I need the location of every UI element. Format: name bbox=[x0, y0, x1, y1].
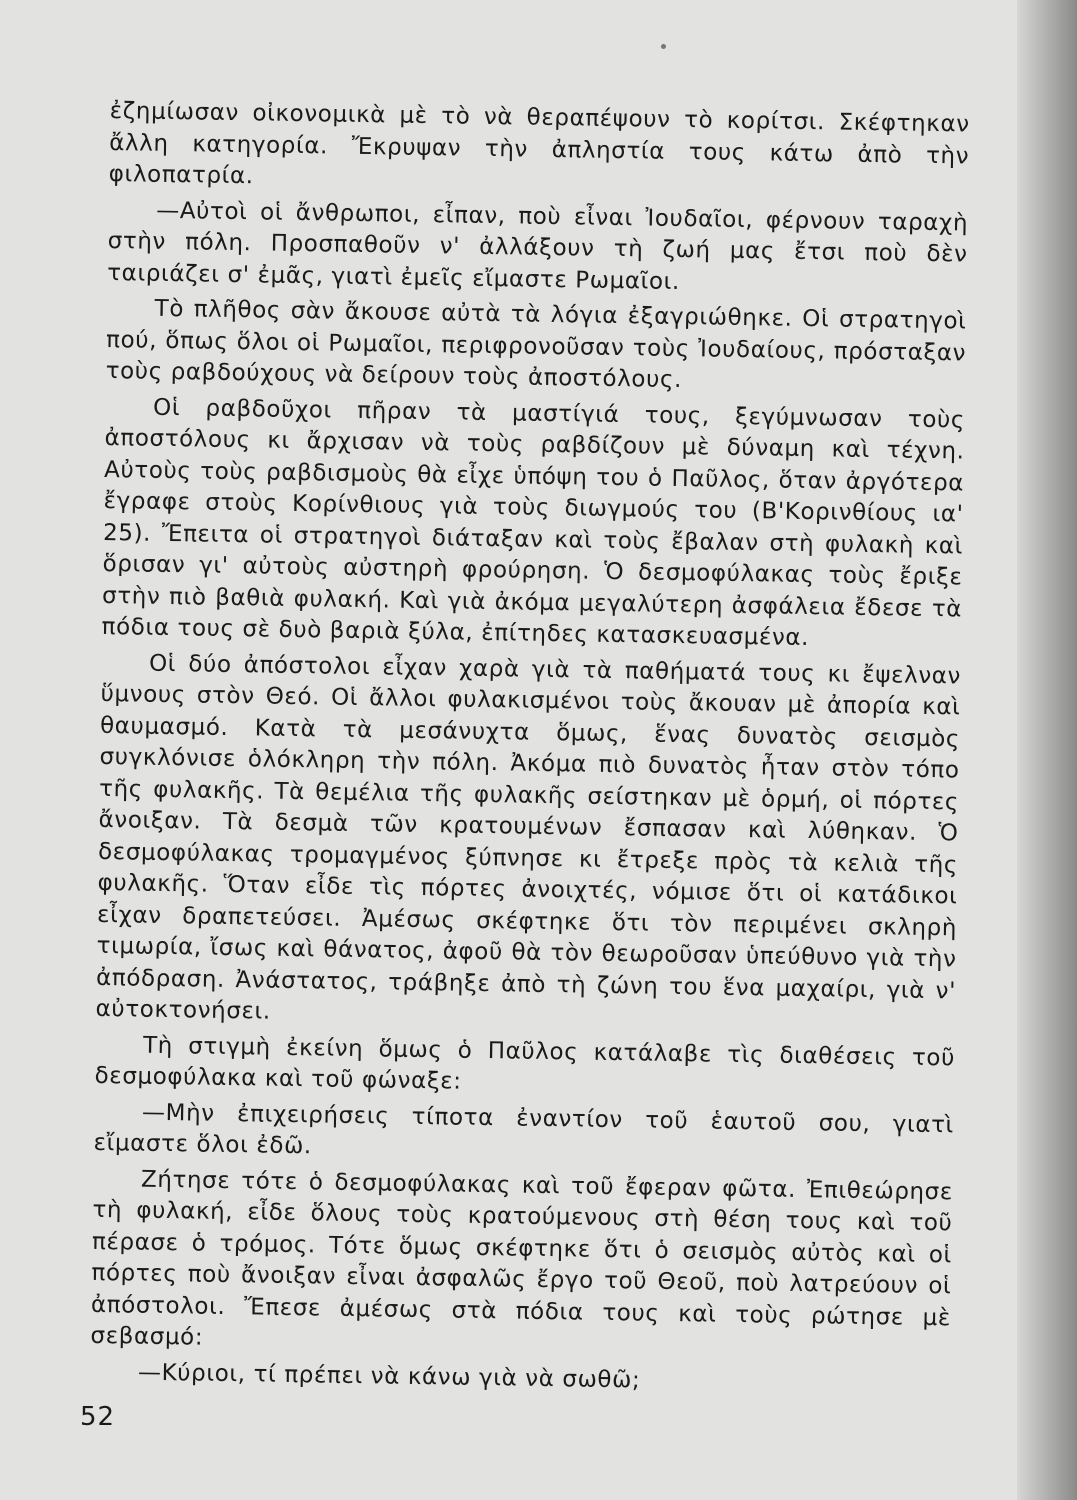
paragraph: —Αὐτοὶ οἱ ἄνθρωποι, εἶπαν, ποὺ εἶναι Ἰουδαῖοι, φέρνουν ταραχὴ στὴν πόλη. Προσπαθοῦν ν' ἀλλάξουν τὴ ζωή μας ἔτσι ποὺ δὲν ταιριάζει σ' ἐμᾶς, γιατὶ ἐμεῖς εἴμαστε Ρωμαῖοι. bbox=[107, 197, 969, 295]
paragraph: Οἱ ραβδοῦχοι πῆραν τὰ μαστίγιά τους, ξεγύμνωσαν τοὺς ἀποστόλους κι ἄρχισαν νὰ τοὺς ραβδίζουν μὲ δύναμη καὶ τέχνη. Αὐτοὺς τοὺς ραβδισμοὺς θὰ εἶχε ὑπόψη του ὁ Παῦλος, ὅταν ἀργότερα ἔγραφε στοὺς Κορίνθιους γιὰ τοὺς διωγμούς του (Β'Κορινθίους ια' 25). Ἔπειτα οἱ στρατηγοὶ διάταξαν καὶ τοὺς ἔβαλαν στὴ φυλακὴ καὶ ὅρισαν γι' αὐτοὺς αὐστηρὴ φρούρηση. Ὁ δεσμοφύλακας τοὺς ἔριξε στὴν πιὸ βαθιὰ φυλακή. Καὶ γιὰ ἀκόμα μεγαλύτερη ἀσφάλεια ἔδεσε τὰ πόδια τους σὲ δυὸ βαριὰ ξύλα, ἐπίτηδες κατασκευασμένα. bbox=[101, 394, 966, 652]
paragraph: ἐζημίωσαν οἰκονομικὰ μὲ τὸ νὰ θεραπέψουν τὸ κορίτσι. Σκέφτηκαν ἄλλη κατηγορία. Ἔκρυψαν τὴν ἀπληστία τους κάτω ἀπὸ τὴν φιλοπατρία. bbox=[108, 97, 970, 190]
scan-edge-shadow bbox=[1017, 0, 1077, 1500]
paragraph: Τὴ στιγμὴ ἐκείνη ὅμως ὁ Παῦλος κατάλαβε τὶς διαθέσεις τοῦ δεσμοφύλακα καὶ τοῦ φώναξε: bbox=[94, 1032, 956, 1095]
page-number: 52 bbox=[80, 1402, 116, 1432]
paragraph: —Μὴν ἐπιχειρήσεις τίποτα ἐναντίον τοῦ ἑαυτοῦ σου, γιατὶ εἴμαστε ὅλοι ἐδῶ. bbox=[93, 1099, 955, 1160]
paragraph: Τὸ πλῆθος σὰν ἄκουσε αὐτὰ τὰ λόγια ἐξαγριώθηκε. Οἱ στρατηγοὶ πού, ὅπως ὅλοι οἱ Ρωμαῖοι, περιφρονοῦσαν τοὺς Ἰουδαίους, πρόσταξαν τοὺς ραβδούχους νὰ δείρουν τοὺς ἀποστόλους. bbox=[105, 295, 967, 394]
paragraph: Ζήτησε τότε ὁ δεσμοφύλακας καὶ τοῦ ἔφεραν φῶτα. Ἐπιθεώρησε τὴ φυλακή, εἶδε ὅλους τοὺς κρατούμενους στὴ θέση τους καὶ τοῦ πέρασε ὁ τρόμος. Τότε ὅμως σκέφτηκε ὅτι ὁ σεισμὸς αὐτὸς καὶ οἱ πόρτες ποὺ ἄνοιξαν εἶναι ἀσφαλῶς ἔργο τοῦ Θεοῦ, ποὺ λατρεύουν οἱ ἀπόστολοι. Ἔπεσε ἀμέσως στὰ πόδια τους καὶ τοὺς ρώτησε μὲ σεβασμό: bbox=[90, 1166, 954, 1351]
paragraph: Οἱ δύο ἀπόστολοι εἶχαν χαρὰ γιὰ τὰ παθήματά τους κι ἔψελναν ὕμνους στὸν Θεό. Οἱ ἄλλοι φυλακισμένοι τοὺς ἄκουαν μὲ ἀπορία καὶ θαυμασμό. Κατὰ τὰ μεσάνυχτα ὅμως, ἕνας δυνατὸς σεισμὸς συγκλόνισε ὁλόκληρη τὴν πόλη. Ἀκόμα πιὸ δυνατὸς ἦταν στὸν τόπο τῆς φυλακῆς. Τὰ θεμέλια τῆς φυλακῆς σείστηκαν μὲ ὁρμή, οἱ πόρτες ἄνοιξαν. Τὰ δεσμὰ τῶν κρατουμένων ἔσπασαν καὶ λύθηκαν. Ὁ δεσμοφύλακας τρομαγμένος ξύπνησε κι ἔτρεξε πρὸς τὰ κελιὰ τῆς φυλακῆς. Ὅταν εἶδε τὶς πόρτες ἀνοιχτές, νόμισε ὅτι οἱ κατάδικοι εἶχαν δραπετεύσει. Ἀμέσως σκέφτηκε ὅτι τὸν περιμένει σκληρὴ τιμωρία, ἴσως καὶ θάνατος, ἀφοῦ θὰ τὸν θεωροῦσαν ὑπεύθυνο γιὰ τὴν ἀπόδραση. Ἀνάστατος, τράβηξε ἀπὸ τὴ ζώνη του ἕνα μαχαίρι, γιὰ ν' αὐτοκτονήσει. bbox=[95, 650, 962, 1025]
paragraph: —Κύριοι, τί πρέπει νὰ κάνω γιὰ νὰ σωθῶ; bbox=[137, 1359, 641, 1393]
scan-speck bbox=[661, 44, 666, 49]
body-text bbox=[90, 96, 970, 1401]
